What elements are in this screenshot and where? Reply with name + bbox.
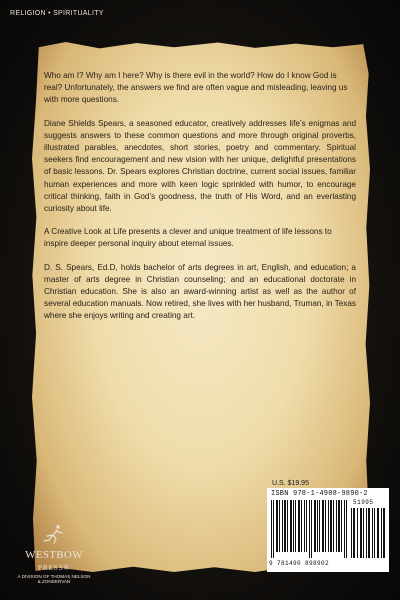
isbn-label: ISBN 978-1-4908-9890-2	[271, 490, 368, 498]
publisher-name	[10, 549, 98, 573]
summary-paragraph: A Creative Look at Life presents a clever and unique treatment of life lessons to inspire deeper personal inquiry about eternal issues.	[44, 227, 332, 249]
publisher-logo	[10, 524, 98, 585]
publisher-name-main: WESTBOW	[25, 549, 83, 561]
description-paragraph: Diane Shields Spears, a seasoned educator, creatively addresses life’s enigmas and suggests answers to these common questions and more through original proverbs, illustrated parables, anecdotes, short stories, poetry and commentary. Spiritual seekers find encouragement and new vision with her unique, delightful presentations of basic lessons. Dr. Spears explores Christian doctrine, current social issues, familiar human experiences and more with keen logic sprinkled with humor, to encourage critical thinking, faith in God’s goodness, the truth of His Word, and an everlasting curiosity about life.	[44, 118, 356, 214]
runner-logo-icon	[39, 524, 69, 544]
publisher-tagline-1: A DIVISION OF THOMAS NELSON	[17, 574, 91, 579]
author-bio-paragraph: D. S. Spears, Ed.D, holds bachelor of arts degrees in art, English, and education; a master of arts degree in Christian counseling; and an educational doctorate in Christian education. She is also an award-winning artist as well as the author of several education manuals. Now retired, she lives with her husband, Truman, in Texas where she enjoys writing and creating art.	[44, 262, 356, 321]
back-cover-text	[44, 70, 356, 334]
price-label: U.S. $19.95	[272, 480, 309, 487]
publisher-tagline-2: & ZONDERVAN	[37, 579, 71, 585]
intro-paragraph: Who am I? Why am I here? Why is there evil in the world? How do I know God is real? Unfortunately, the answers we find are often vague and misleading, leaving us with more questions.	[44, 71, 348, 105]
barcode-digits: 9 781490 898902	[269, 560, 330, 567]
barcode-box	[267, 488, 389, 572]
category-label: RELIGION • SPIRITUALITY	[10, 10, 104, 17]
barcode-addon-number: 51995	[353, 499, 374, 506]
publisher-tagline	[10, 574, 98, 585]
barcode-main-bars	[271, 500, 349, 558]
barcode-addon-bars	[351, 508, 385, 558]
publisher-name-suffix: PRESS®	[38, 564, 70, 572]
